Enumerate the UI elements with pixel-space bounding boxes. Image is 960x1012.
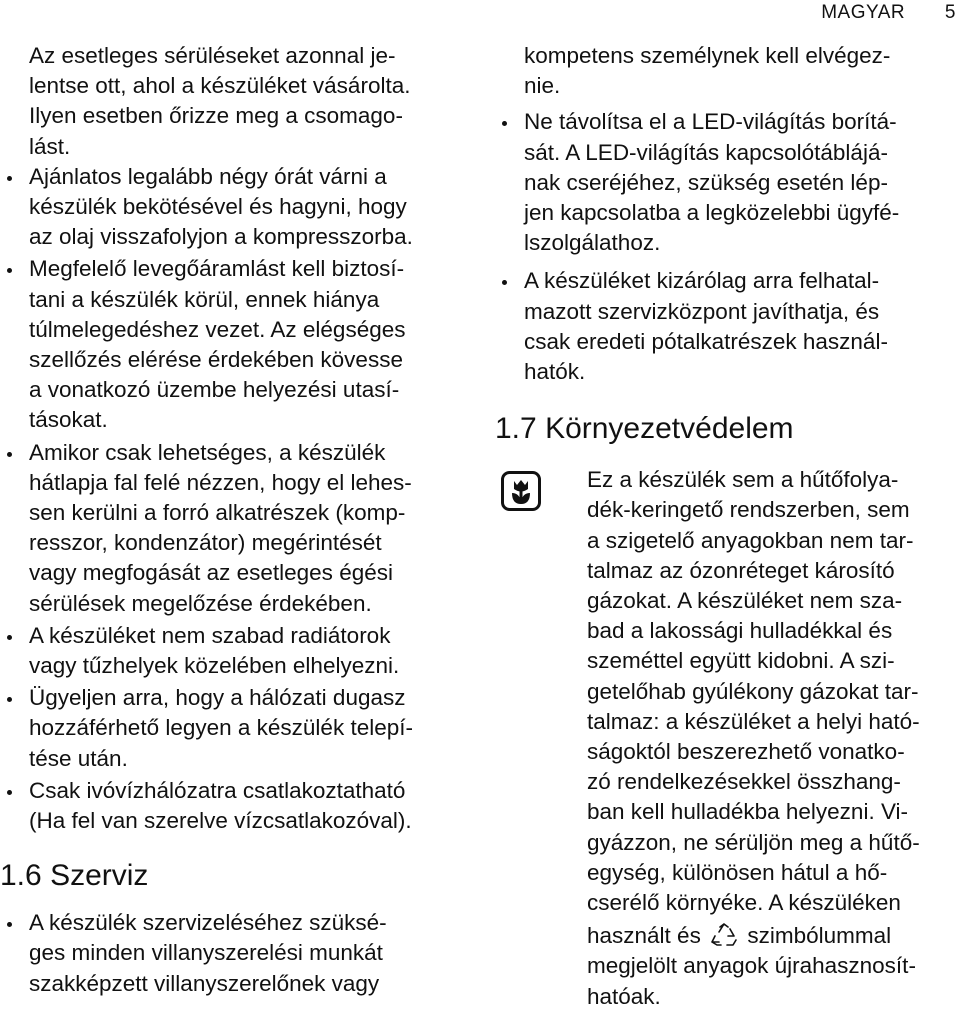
text-line: hatóak. bbox=[587, 983, 661, 1009]
list-item bbox=[0, 908, 468, 999]
flower-icon bbox=[501, 471, 541, 511]
text-line: resszor, kondenzátor) megérintését bbox=[29, 530, 382, 556]
text-line: dék-keringető rendszerben, sem bbox=[587, 497, 910, 523]
text-line: szellőzés elérése érdekében kövesse bbox=[29, 347, 403, 373]
text-line: lszolgálathoz. bbox=[524, 230, 661, 256]
text-line: Megfelelő levegőáramlást kell biztosí- bbox=[29, 256, 405, 282]
left-column bbox=[0, 41, 468, 999]
section-number: 1.7 bbox=[495, 412, 537, 446]
text-line: a szigetelő anyagokban nem tar- bbox=[587, 527, 914, 553]
recycle-icon bbox=[711, 923, 737, 947]
text-line: A készüléket kizárólag arra felhatal- bbox=[524, 268, 880, 294]
environment-text bbox=[587, 465, 960, 1012]
list-item bbox=[0, 683, 468, 774]
text-line: ban kell hulladékba helyezni. Vi- bbox=[587, 799, 909, 825]
text-line: ges minden villanyszerelési munkát bbox=[29, 940, 383, 966]
environment-block bbox=[495, 465, 960, 1012]
text-line: Csak ivóvízhálózatra csatlakoztatható bbox=[29, 777, 406, 803]
text-line: Ajánlatos legalább négy órát várni a bbox=[29, 163, 387, 189]
list-item bbox=[0, 162, 468, 253]
section-heading-service bbox=[0, 858, 468, 894]
text-line: mazott szervizközpont javíthatja, és bbox=[524, 298, 880, 324]
text-line: a vonatkozó üzembe helyezési utasí- bbox=[29, 377, 400, 403]
text-line: szakképzett villanyszerelőnek vagy bbox=[29, 970, 380, 996]
text-line: Ilyen esetben őrizze meg a csomago- bbox=[29, 103, 403, 129]
list-item bbox=[495, 107, 960, 258]
intro-paragraph bbox=[0, 41, 468, 162]
text-line: Ügyeljen arra, hogy a hálózati dugasz bbox=[29, 685, 406, 711]
installation-list bbox=[0, 162, 468, 836]
text-line: kompetens személynek kell elvégez- bbox=[524, 43, 891, 68]
text-line: lentse ott, ahol a készüléket vásárolta. bbox=[29, 73, 411, 99]
text-line: talmaz: a készüléket a helyi ható- bbox=[587, 708, 920, 734]
text-line: sérülések megelőzése érdekében. bbox=[29, 590, 372, 616]
text-line: gyázzon, ne sérüljön meg a hűtő- bbox=[587, 829, 920, 855]
text-line: Amikor csak lehetséges, a készülék bbox=[29, 439, 386, 465]
service-list bbox=[0, 908, 468, 999]
right-column bbox=[495, 41, 960, 1012]
text-line: cserélő környéke. A készüléken bbox=[587, 890, 901, 916]
text-line: nie. bbox=[524, 73, 561, 99]
text-line: Az esetleges sérüléseket azonnal je- bbox=[29, 43, 396, 68]
list-item bbox=[0, 621, 468, 681]
text-line: tásokat. bbox=[29, 407, 108, 433]
text-line: lást. bbox=[29, 133, 71, 159]
text-line: egység, különösen hátul a hő- bbox=[587, 859, 888, 885]
text-fragment: használt és bbox=[587, 923, 701, 949]
text-line: bad a lakossági hulladékkal és bbox=[587, 618, 893, 644]
text-line: Ne távolítsa el a LED-világítás borítá- bbox=[524, 109, 897, 135]
text-line: Ez a készülék sem a hűtőfolya- bbox=[587, 467, 899, 493]
text-line: ságoktól beszerezhető vonatko- bbox=[587, 739, 905, 765]
list-item bbox=[0, 254, 468, 435]
text-line: tani a készülék körül, ennek hiánya bbox=[29, 286, 380, 312]
text-line: vagy tűzhelyek közelében elhelyezni. bbox=[29, 653, 400, 679]
text-line: (Ha fel van szerelve vízcsatlakozóval). bbox=[29, 808, 412, 834]
page-number: 5 bbox=[944, 2, 956, 23]
text-line: túlmelegedéshez vezet. Az elégséges bbox=[29, 316, 406, 342]
language-label: MAGYAR bbox=[821, 2, 906, 23]
text-line: A készülék szervizeléséhez szüksé- bbox=[29, 910, 387, 936]
text-line: készülék bekötésével és hagyni, hogy bbox=[29, 194, 407, 220]
text-line-with-symbol bbox=[587, 921, 960, 951]
text-line: sen kerülni a forró alkatrészek (komp- bbox=[29, 500, 406, 526]
text-line: megjelölt anyagok újrahasznosít- bbox=[587, 953, 916, 979]
text-line: tése után. bbox=[29, 745, 128, 771]
text-line: nak cseréjéhez, szükség esetén lép- bbox=[524, 169, 888, 195]
text-line: gázokat. A készüléket nem sza- bbox=[587, 588, 903, 614]
continuation-paragraph bbox=[495, 41, 960, 101]
section-heading-environment bbox=[495, 411, 960, 447]
text-line: hátlapja fal felé nézzen, hogy el lehes- bbox=[29, 469, 412, 495]
service-list-continued bbox=[495, 107, 960, 387]
section-title: Szerviz bbox=[50, 859, 149, 893]
list-item bbox=[0, 438, 468, 619]
text-line: zó rendelkezésekkel összhang- bbox=[587, 769, 901, 795]
text-line: hatók. bbox=[524, 359, 586, 385]
page-header bbox=[821, 2, 956, 24]
text-line: hozzáférhető legyen a készülék telepí- bbox=[29, 715, 413, 741]
text-line: A készüléket nem szabad radiátorok bbox=[29, 622, 391, 648]
text-line: szeméttel együtt kidobni. A szi- bbox=[587, 648, 895, 674]
section-title: Környezetvédelem bbox=[545, 412, 794, 446]
text-line: vagy megfogását az esetleges égési bbox=[29, 560, 393, 586]
text-line: sát. A LED-világítás kapcsolótáblájá- bbox=[524, 139, 888, 165]
list-item bbox=[495, 266, 960, 387]
text-line: az olaj visszafolyjon a kompresszorba. bbox=[29, 224, 413, 250]
text-line: jen kapcsolatba a legközelebbi ügyfé- bbox=[524, 200, 900, 226]
list-item bbox=[0, 776, 468, 836]
text-line: getelőhab gyúlékony gázokat tar- bbox=[587, 678, 919, 704]
text-fragment: szimbólummal bbox=[747, 923, 892, 949]
text-line: csak eredeti pótalkatrészek használ- bbox=[524, 328, 888, 354]
section-number: 1.6 bbox=[0, 859, 42, 893]
text-line: talmaz az ózonréteget károsító bbox=[587, 557, 895, 583]
